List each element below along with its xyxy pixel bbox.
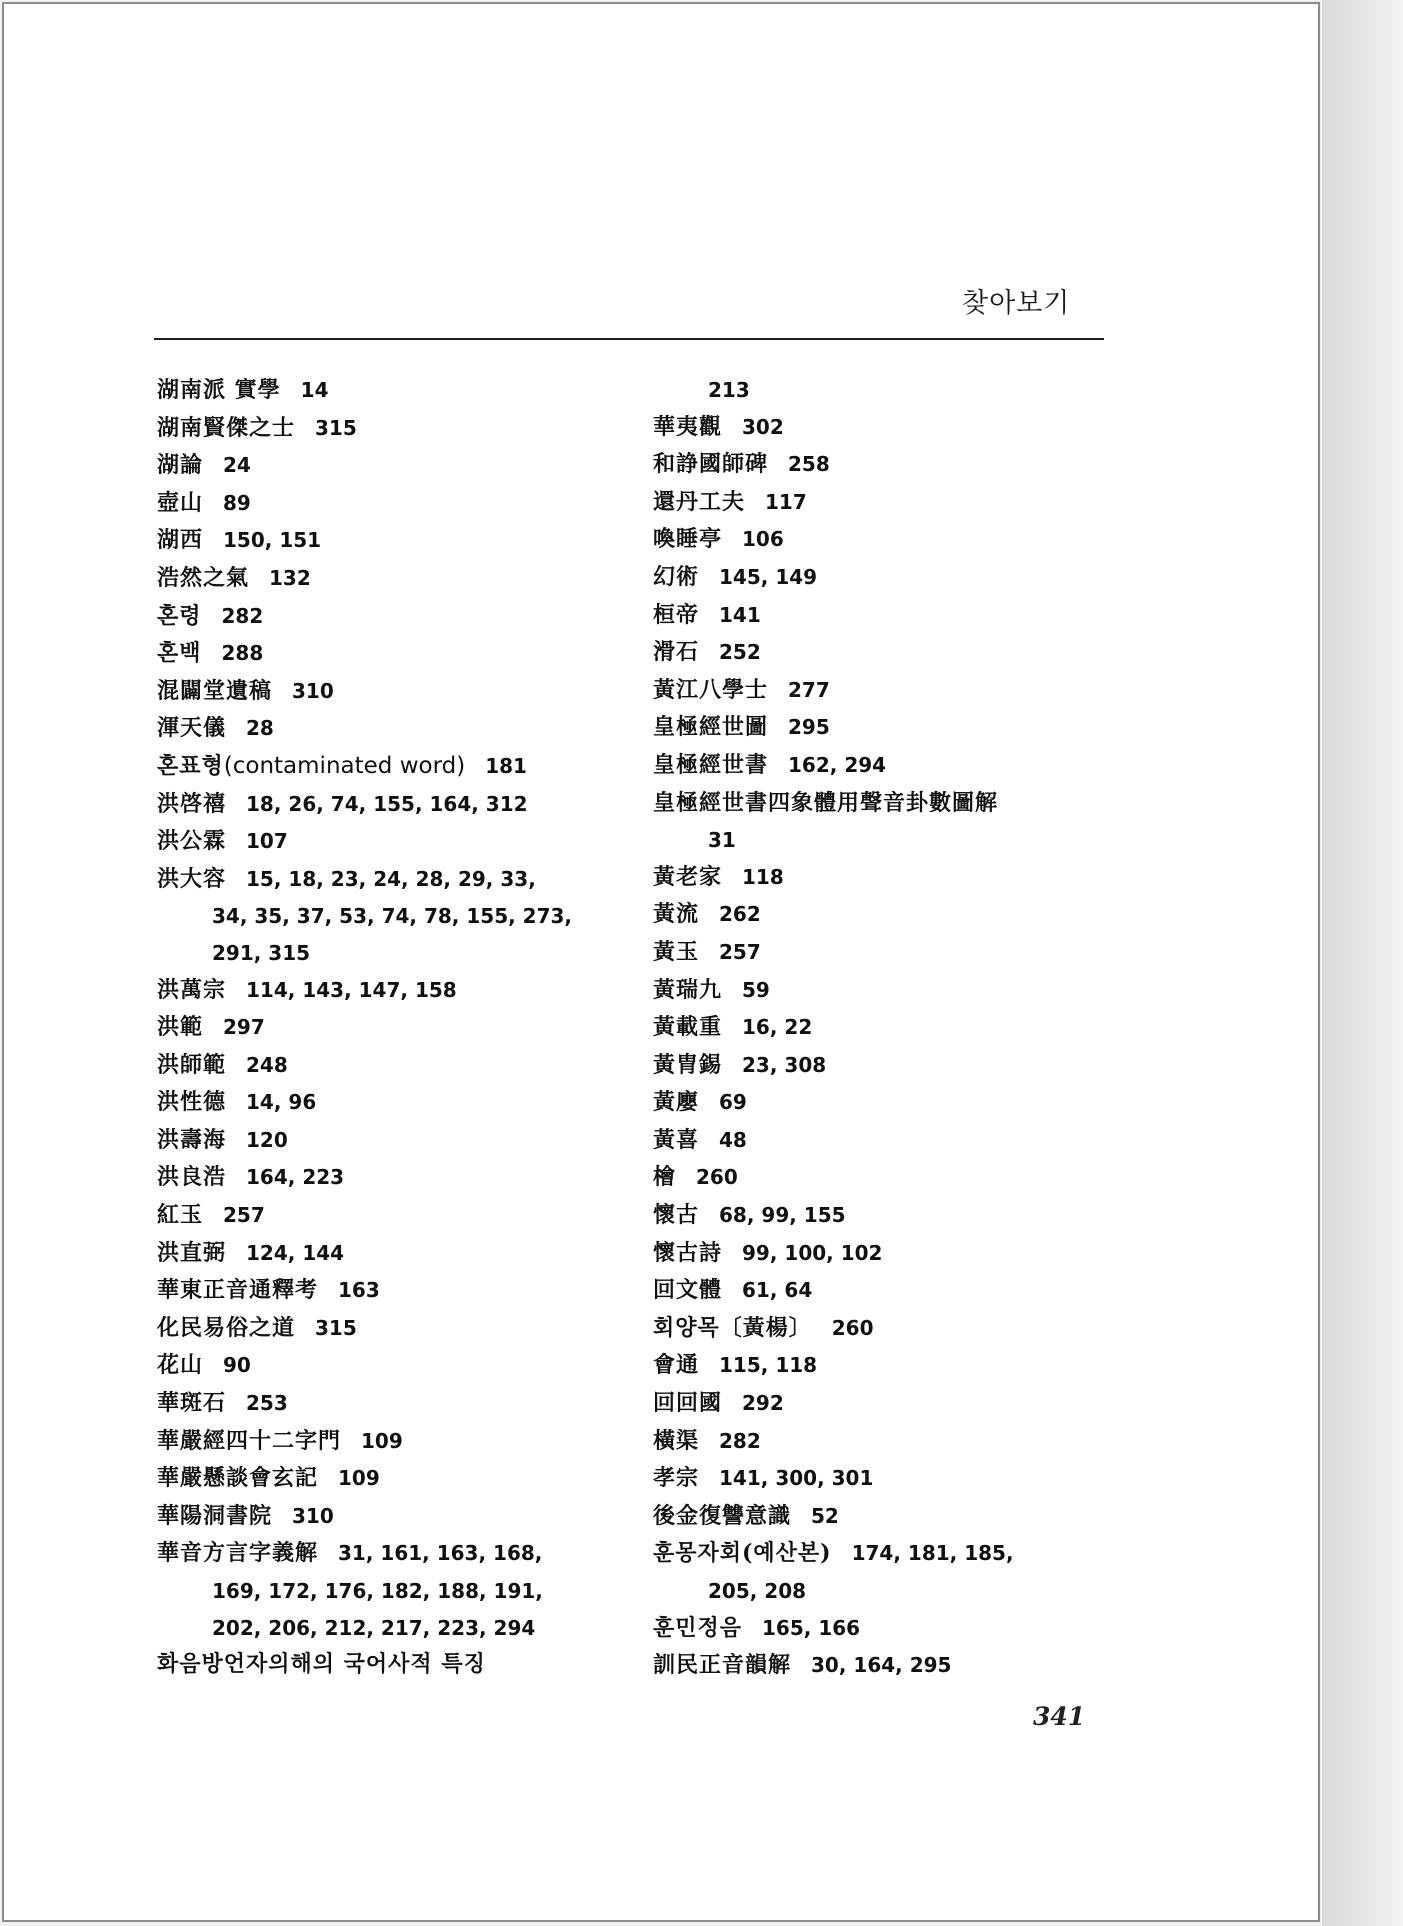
index-entry-pages: 89 [223,490,251,515]
index-entry-continuation: 202, 206, 212, 217, 223, 294 [212,1615,536,1640]
index-column-left [157,372,617,1684]
index-entry [653,409,1113,447]
index-entry-term: 黃載重 [653,1014,723,1041]
index-entry-term: 華嚴經四十二字門 [157,1427,342,1454]
index-entry-pages: 310 [292,1503,334,1528]
index-entry [653,1535,1113,1573]
index-entry [653,1460,1113,1498]
index-entry [157,786,617,824]
index-entry [653,1197,1113,1235]
index-entry [653,1423,1113,1461]
index-entry [157,1385,617,1423]
index-entry-pages: 132 [269,565,311,590]
index-entry-term: 浩然之氣 [157,564,250,591]
index-entry-continuation: 34, 35, 37, 53, 74, 78, 155, 273, [212,904,573,929]
index-entry-pages: 315 [315,1315,357,1340]
index-entry [653,559,1113,597]
index-entry-term: 喚睡亭 [653,526,723,553]
index-entry [157,485,617,523]
index-entry-pages: 163 [338,1278,380,1303]
index-entry [157,522,617,560]
index-entry-term: 華東正音通釋考 [157,1277,319,1304]
index-entry [653,709,1113,747]
index-entry-term: 洪良浩 [157,1164,227,1191]
index-entry [157,372,617,410]
index-entry-term: 檜 [653,1164,677,1191]
index-entry-term: 幻術 [653,563,700,590]
index-entry [157,1646,617,1684]
index-entry-continuation: 205, 208 [708,1579,807,1603]
index-entry [157,447,617,485]
index-entry-pages: 252 [719,640,761,665]
index-entry [157,1498,617,1536]
index-entry-term: 化民易俗之道 [157,1314,296,1341]
index-entry [157,1272,617,1310]
index-entry-pages: 141, 300, 301 [719,1466,874,1491]
index-entry-term: 화음방언자의해의 국어사적 특징 [157,1651,486,1678]
index-entry [653,1347,1113,1385]
index-entry-pages: 257 [719,939,761,964]
index-entry-pages: 24 [223,453,251,478]
index-entry-term: 湖西 [157,527,204,554]
index-entry-pages: 260 [696,1165,738,1190]
index-column-right [653,372,1113,1685]
index-entry-pages: 262 [719,902,761,927]
index-entry-pages: 59 [742,977,770,1002]
index-entry-term: 華嚴懸談會玄記 [157,1465,319,1492]
index-entry-pages: 52 [811,1503,839,1528]
index-entry-term: 皇極經世圖 [653,714,769,741]
index-entry [653,896,1113,934]
index-entry-term: 懷古 [653,1202,700,1229]
index-entry [157,710,617,748]
index-entry-pages: 16, 22 [742,1015,813,1040]
index-entry [653,972,1113,1010]
index-entry-pages: 28 [246,716,274,741]
index-entry [653,747,1113,785]
index-entry-term: 回回國 [653,1390,723,1417]
index-entry-pages: 117 [765,489,807,514]
index-entry [157,598,617,636]
index-entry-pages: 106 [742,527,784,552]
index-entry-term: 孝宗 [653,1465,700,1492]
index-entry [157,1460,617,1498]
index-entry [157,1235,617,1273]
index-entry [157,1535,617,1573]
index-entry [653,859,1113,897]
index-entry-term: 和諍國師碑 [653,451,769,478]
index-entry-term: 壺山 [157,489,204,516]
index-entry-term: 洪直弼 [157,1239,227,1266]
index-entry-pages: 118 [742,864,784,889]
index-entry-term: 黃江八學士 [653,676,769,703]
index-entry-pages: 109 [338,1466,380,1491]
index-entry-term: 桓帝 [653,601,700,628]
index-entry-gloss: (contaminated word) [223,752,466,779]
index-entry-pages: 164, 223 [246,1165,345,1190]
index-entry [653,785,1113,823]
index-entry [653,1385,1113,1423]
index-entry [157,1159,617,1197]
index-entry-pages: 18, 26, 74, 155, 164, 312 [246,791,528,816]
index-entry-term: 黃廮 [653,1089,700,1116]
index-entry-term: 渾天儀 [157,715,227,742]
index-entry [653,672,1113,710]
index-entry-term: 洪性德 [157,1089,227,1116]
index-entry-term: 黃老家 [653,863,723,890]
index-entry-pages: 30, 164, 295 [811,1653,952,1678]
index-entry-term: 湖南賢傑之士 [157,414,296,441]
index-entry-pages: 23, 308 [742,1052,827,1077]
index-entry-pages: 69 [719,1090,747,1115]
index-entry-term: 黃瑞九 [653,976,723,1003]
index-entry-term: 紅玉 [157,1202,204,1229]
index-entry-pages: 258 [788,452,830,477]
index-entry-term: 洪壽海 [157,1126,227,1153]
index-entry-term: 橫渠 [653,1427,700,1454]
index-entry-term: 黃胄錫 [653,1051,723,1078]
index-entry [157,748,617,786]
index-entry-term: 花山 [157,1352,204,1379]
index-entry-pages: 114, 143, 147, 158 [246,977,457,1002]
index-entry [157,972,617,1010]
index-entry-pages: 253 [246,1391,288,1416]
index-entry [653,934,1113,972]
index-entry-term: 洪大容 [157,865,227,892]
index-entry-term: 懷古詩 [653,1239,723,1266]
index-entry-term: 還丹工夫 [653,488,746,515]
index-entry-term: 혼령 [157,602,202,629]
index-entry [653,521,1113,559]
index-entry-pages: 282 [221,603,264,628]
index-entry-pages: 282 [719,1428,761,1453]
index-entry-pages: 248 [246,1052,288,1077]
index-entry-pages: 14, 96 [246,1090,317,1115]
index-entry [653,1498,1113,1536]
index-entry-pages: 99, 100, 102 [742,1240,883,1265]
index-entry [157,1009,617,1047]
index-entry-continuation: 291, 315 [212,940,311,965]
index-entry-pages: 48 [719,1127,747,1152]
index-entry-term: 會通 [653,1352,700,1379]
index-entry-term: 洪師範 [157,1051,227,1078]
index-entry-term: 滑石 [653,639,700,666]
index-entry [157,1310,617,1348]
index-entry-pages: 260 [831,1315,874,1340]
index-entry [653,1272,1113,1310]
index-entry [157,861,617,899]
index-entry-term: 혼백 [157,640,202,667]
index-entry-pages: 310 [292,678,334,703]
index-entry-term: 회양목〔黃楊〕 [653,1314,812,1341]
index-entry [157,1197,617,1235]
index-entry [157,823,617,861]
page-number: 341 [1033,1702,1086,1731]
index-entry-pages: 181 [485,753,527,778]
index-entry [653,634,1113,672]
index-entry-pages: 141 [719,602,761,627]
index-entry [653,1084,1113,1122]
index-entry-continuation: 213 [708,378,750,402]
index-entry-pages: 257 [223,1203,265,1228]
index-entry-term: 洪萬宗 [157,976,227,1003]
index-entry-term: 華陽洞書院 [157,1502,273,1529]
index-entry [653,1047,1113,1085]
index-entry [157,1423,617,1461]
index-entry-pages: 292 [742,1391,784,1416]
index-entry-pages: 107 [246,829,288,854]
index-entry-pages: 15, 18, 23, 24, 28, 29, 33, [246,866,536,891]
index-entry [653,446,1113,484]
index-entry-pages: 288 [221,641,264,666]
index-entry-term: 湖南派 實學 [157,377,281,403]
index-entry-pages: 162, 294 [788,752,887,777]
index-entry-term: 後金復讐意識 [653,1502,792,1529]
index-entry [653,1310,1113,1348]
index-entry-pages: 61, 64 [742,1278,813,1303]
index-entry-pages: 295 [788,715,830,740]
index-entry-pages: 145, 149 [719,564,818,589]
index-entry-continuation: 31 [708,828,736,853]
index-entry-term: 皇極經世書 [653,751,769,778]
index-entry-pages: 297 [223,1015,265,1040]
index-entry-continuation: 169, 172, 176, 182, 188, 191, [212,1579,543,1603]
index-entry [157,560,617,598]
index-entry-term: 훈몽자회(예산본) [653,1540,832,1567]
index-entry-pages: 150, 151 [223,528,322,553]
index-entry-pages: 315 [315,415,357,440]
index-entry-term: 混闢堂遺稿 [157,677,273,704]
index-entry-pages: 14 [300,378,329,402]
index-entry-pages: 90 [223,1353,251,1378]
index-entry-term: 華音方言字義解 [157,1540,319,1567]
index-entry-pages: 124, 144 [246,1240,345,1265]
index-entry [157,1347,617,1385]
index-entry-pages: 302 [742,414,784,439]
index-entry-term: 혼표형 [157,752,224,779]
index-entry-term: 洪啓禧 [157,790,227,817]
index-entry-term: 黃喜 [653,1126,700,1153]
index-entry [653,1159,1113,1197]
index-entry [653,1122,1113,1160]
index-entry-pages: 174, 181, 185, [851,1541,1014,1566]
index-entry-term: 回文體 [653,1277,723,1304]
index-entry-term: 華夷觀 [653,413,723,440]
index-entry [653,1647,1113,1685]
index-entry-pages: 68, 99, 155 [719,1203,846,1228]
index-entry-term: 훈민정음 [653,1614,743,1641]
viewer-background [1322,0,1403,1926]
index-entry [157,1084,617,1122]
index-entry [653,484,1113,522]
index-entry-pages: 115, 118 [719,1353,818,1378]
index-entry [653,597,1113,635]
index-entry-term: 洪範 [157,1014,204,1041]
header-rule [154,338,1104,340]
index-entry-term: 皇極經世書四象體用聲音卦數圖解 [653,789,999,816]
index-entry-term: 華斑石 [157,1390,227,1417]
index-entry [157,1047,617,1085]
index-entry-pages: 277 [788,677,830,702]
index-entry-pages: 120 [246,1127,288,1152]
index-entry [653,1235,1113,1273]
page-header-title: 찾아보기 [962,288,1071,319]
index-entry-term: 黃玉 [653,938,700,965]
index-entry [157,1122,617,1160]
index-entry [653,1009,1113,1047]
index-entry-pages: 31, 161, 163, 168, [338,1541,543,1566]
index-entry-term: 湖論 [157,452,204,479]
index-entry [653,1610,1113,1648]
index-entry [157,635,617,673]
index-entry [157,410,617,448]
index-entry-term: 洪公霖 [157,828,227,855]
index-entry-pages: 165, 166 [762,1615,861,1640]
index-entry-pages: 109 [361,1428,403,1453]
index-entry [157,673,617,711]
index-entry-term: 訓民正音韻解 [653,1652,792,1679]
index-entry-term: 黃流 [653,901,700,928]
